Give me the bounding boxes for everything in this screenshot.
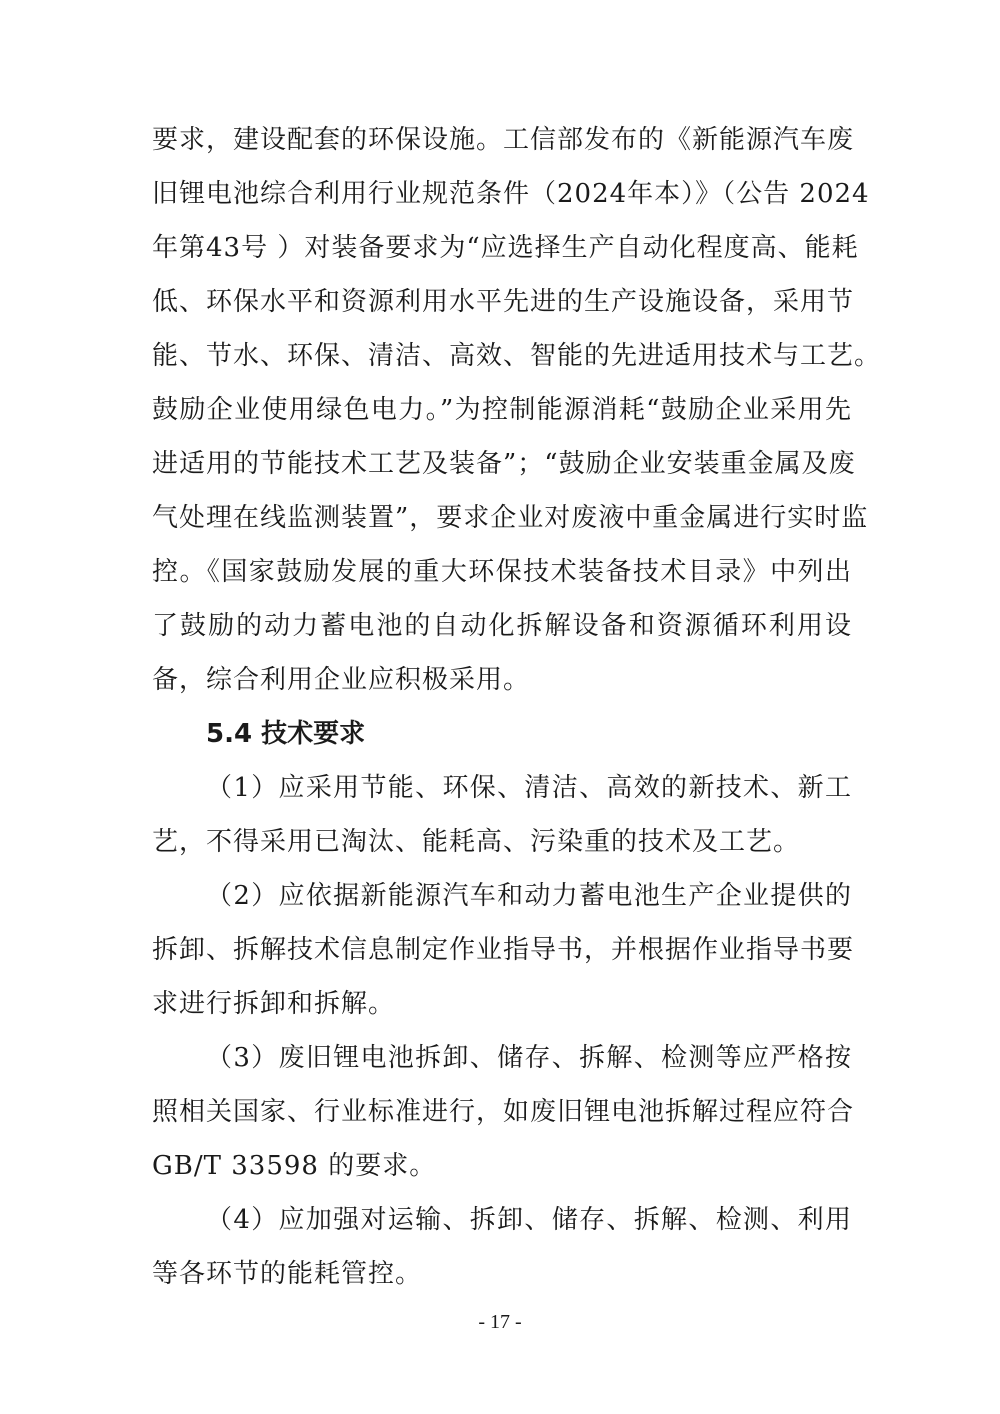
page-number: - 17 - — [478, 1311, 522, 1333]
body-text-line: 要求，建设配套的环保设施。工信部发布的《新能源汽车废 — [152, 125, 855, 155]
body-text-line: 备，综合利用企业应积极采用。 — [152, 665, 531, 695]
list-item-line: 求进行拆卸和拆解。 — [152, 989, 396, 1019]
list-item-line: 照相关国家、行业标准进行，如废旧锂电池拆解过程应符合 — [152, 1097, 855, 1127]
list-item-line: 等各环节的能耗管控。 — [152, 1259, 423, 1289]
list-item-line: （1）应采用节能、环保、清洁、高效的新技术、新工 — [206, 773, 852, 803]
list-item-line: （4）应加强对运输、拆卸、储存、拆解、检测、利用 — [206, 1205, 852, 1235]
body-text-line: 鼓励企业使用绿色电力。”为控制能源消耗“鼓励企业采用先 — [152, 395, 852, 425]
body-text-line: 旧锂电池综合利用行业规范条件（2024年本）》（公告 2024 — [152, 179, 870, 209]
body-text-line: 气处理在线监测装置”，要求企业对废液中重金属进行实时监 — [152, 503, 869, 533]
body-text-line: 控。《国家鼓励发展的重大环保技术装备技术目录》中列出 — [152, 557, 852, 587]
body-text-line: 年第43号 ）对装备要求为“应选择生产自动化程度高、能耗 — [152, 233, 859, 263]
list-item-line: 拆卸、拆解技术信息制定作业指导书，并根据作业指导书要 — [152, 935, 855, 965]
list-item-line: （2）应依据新能源汽车和动力蓄电池生产企业提供的 — [206, 881, 852, 911]
body-text-line: 能、节水、环保、清洁、高效、智能的先进适用技术与工艺。 — [152, 341, 882, 371]
body-text-line: 了鼓励的动力蓄电池的自动化拆解设备和资源循环利用设 — [152, 611, 852, 641]
list-item-line: GB/T 33598 的要求。 — [152, 1151, 437, 1181]
body-text-line: 低、环保水平和资源利用水平先进的生产设施设备，采用节 — [152, 287, 855, 317]
body-text-line: 进适用的节能技术工艺及装备”；“鼓励企业安装重金属及废 — [152, 449, 856, 479]
list-item-line: （3）废旧锂电池拆卸、储存、拆解、检测等应严格按 — [206, 1043, 852, 1073]
section-heading: 5.4 技术要求 — [206, 719, 366, 749]
list-item-line: 艺，不得采用已淘汰、能耗高、污染重的技术及工艺。 — [152, 827, 801, 857]
